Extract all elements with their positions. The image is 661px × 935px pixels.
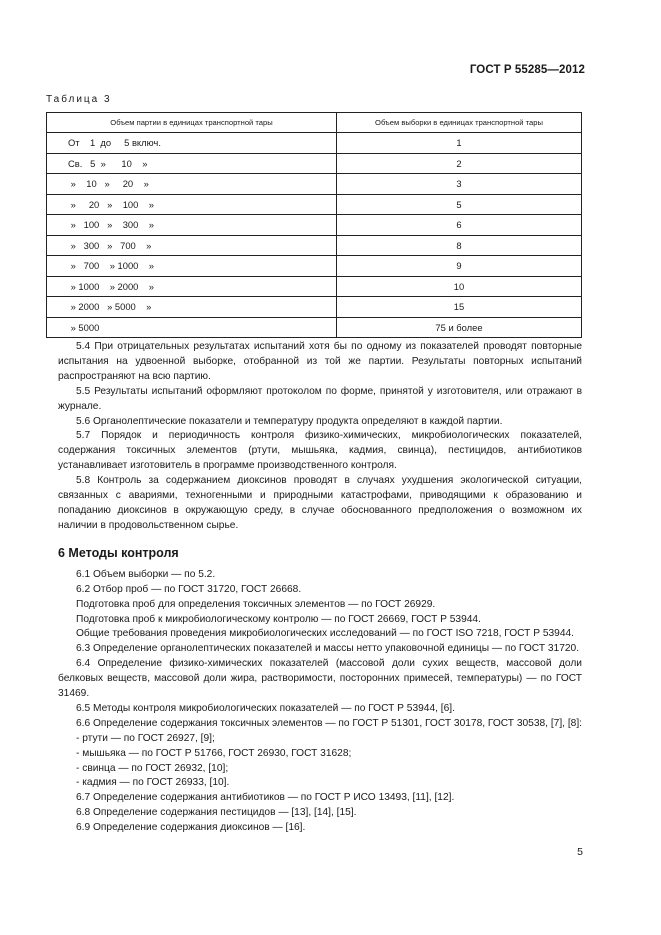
sample-size-cell: 6 [337, 215, 582, 236]
paragraph: 6.5 Методы контроля микробиологических показателей — по ГОСТ Р 53944, [6]. [76, 702, 455, 714]
table-row [47, 174, 582, 195]
sample-size-cell: 8 [337, 235, 582, 256]
sample-size-cell: 5 [337, 194, 582, 215]
paragraph: 5.5 Результаты испытаний оформляют протоколом по форме, принятой у изготовителя, или отражают в журнале. [58, 385, 582, 412]
sample-size-cell: 15 [337, 297, 582, 318]
lot-size-cell: » 2000 » 5000 » [47, 297, 337, 318]
document-body [58, 340, 582, 836]
section6-paragraphs [58, 568, 582, 836]
paragraph: Подготовка проб к микробиологическому контролю — по ГОСТ 26669, ГОСТ Р 53944. [76, 613, 481, 625]
lot-size-cell: » 700 » 1000 » [47, 256, 337, 277]
paragraph: 6.3 Определение органолептических показателей и массы нетто упаковочной единицы — по ГОСТ 31720. [76, 643, 580, 655]
paragraph: 5.4 При отрицательных результатах испытаний хотя бы по одному из показателей проводят повторные испытания на удвоенной выборке, отобранной из той же партии. Результаты повторных испытаний распространяют на всю партию. [58, 341, 582, 382]
table-row [47, 194, 582, 215]
table-row [47, 256, 582, 277]
paragraph: - кадмия — по ГОСТ 26933, [10]. [76, 777, 230, 789]
table-row [47, 215, 582, 236]
section-title: 6 Методы контроля [58, 545, 179, 560]
lot-size-cell: Св. 5 » 10 » [47, 153, 337, 174]
paragraph: Подготовка проб для определения токсичных элементов — по ГОСТ 26929. [76, 598, 436, 610]
lot-size-cell: » 20 » 100 » [47, 194, 337, 215]
sample-size-cell: 9 [337, 256, 582, 277]
paragraph: 6.9 Определение содержания диоксинов — [16]. [76, 822, 306, 834]
lot-size-cell: » 100 » 300 » [47, 215, 337, 236]
table-row [47, 317, 582, 338]
table-header-row [47, 113, 582, 133]
paragraph: - мышьяка — по ГОСТ Р 51766, ГОСТ 26930, ГОСТ 31628; [76, 747, 352, 759]
page-number: 5 [577, 846, 583, 858]
sample-size-cell: 1 [337, 133, 582, 154]
table-row [47, 133, 582, 154]
sample-size-cell: 75 и более [337, 317, 582, 338]
table-row [47, 235, 582, 256]
paragraph: 6.7 Определение содержания антибиотиков — по ГОСТ Р ИСО 13493, [11], [12]. [76, 792, 455, 804]
paragraph: 6.4 Определение физико-химических показателей (массовой доли сухих веществ, массовой доли белковых веществ, массовой доли жира, растворимости, посторонних примесей, температуры) — по ГОСТ 31469. [58, 658, 582, 700]
lot-size-cell: От 1 до 5 включ. [47, 133, 337, 154]
paragraph: 6.8 Определение содержания пестицидов — [13], [14], [15]. [76, 807, 357, 819]
sample-size-cell: 3 [337, 174, 582, 195]
table-row [47, 297, 582, 318]
paragraph: Общие требования проведения микробиологических исследований — по ГОСТ ISO 7218, ГОСТ Р 53944. [76, 628, 574, 640]
table-caption: Таблица 3 [46, 94, 112, 105]
document-code: ГОСТ Р 55285—2012 [469, 64, 585, 76]
sample-size-table [46, 112, 582, 338]
paragraph: 6.1 Объем выборки — по 5.2. [76, 568, 216, 580]
lot-size-cell: » 10 » 20 » [47, 174, 337, 195]
sample-size-cell: 2 [337, 153, 582, 174]
lot-size-cell: » 1000 » 2000 » [47, 276, 337, 297]
table-row [47, 276, 582, 297]
sample-size-cell: 10 [337, 276, 582, 297]
lot-size-cell: » 300 » 700 » [47, 235, 337, 256]
column-header-lot-size: Объем партии в единицах транспортной тары [47, 113, 337, 133]
column-header-sample-size: Объем выборки в единицах транспортной тары [337, 113, 582, 133]
table-body [47, 133, 582, 338]
table-row [47, 153, 582, 174]
paragraph: 5.7 Порядок и периодичность контроля физико-химических, микробиологических показателей, содержания токсичных элементов (ртути, мышьяка, кадмия, свинца), пестицидов, антибиотиков устанавливает изготовитель в программе производственного контроля. [58, 430, 582, 472]
paragraph: 6.2 Отбор проб — по ГОСТ 31720, ГОСТ 26668. [76, 583, 302, 595]
paragraph: 5.8 Контроль за содержанием диоксинов проводят в случаях ухудшения экологической ситуации, связанных с авариями, техногенными и природными катастрофами, приводящими к образованию и попаданию диоксинов в окружающую среду, в случае обоснованного предположения о возможном их наличии в продовольственном сырье. [58, 475, 582, 531]
section5-paragraphs [58, 340, 582, 534]
paragraph: 5.6 Органолептические показатели и температуру продукта определяют в каждой партии. [76, 415, 503, 427]
paragraph: - ртути — по ГОСТ 26927, [9]; [76, 732, 215, 744]
paragraph: 6.6 Определение содержания токсичных элементов — по ГОСТ Р 51301, ГОСТ 30178, ГОСТ 30538, [7], [8]: [76, 717, 582, 729]
lot-size-cell: » 5000 [47, 317, 337, 338]
paragraph: - свинца — по ГОСТ 26932, [10]; [76, 762, 229, 774]
